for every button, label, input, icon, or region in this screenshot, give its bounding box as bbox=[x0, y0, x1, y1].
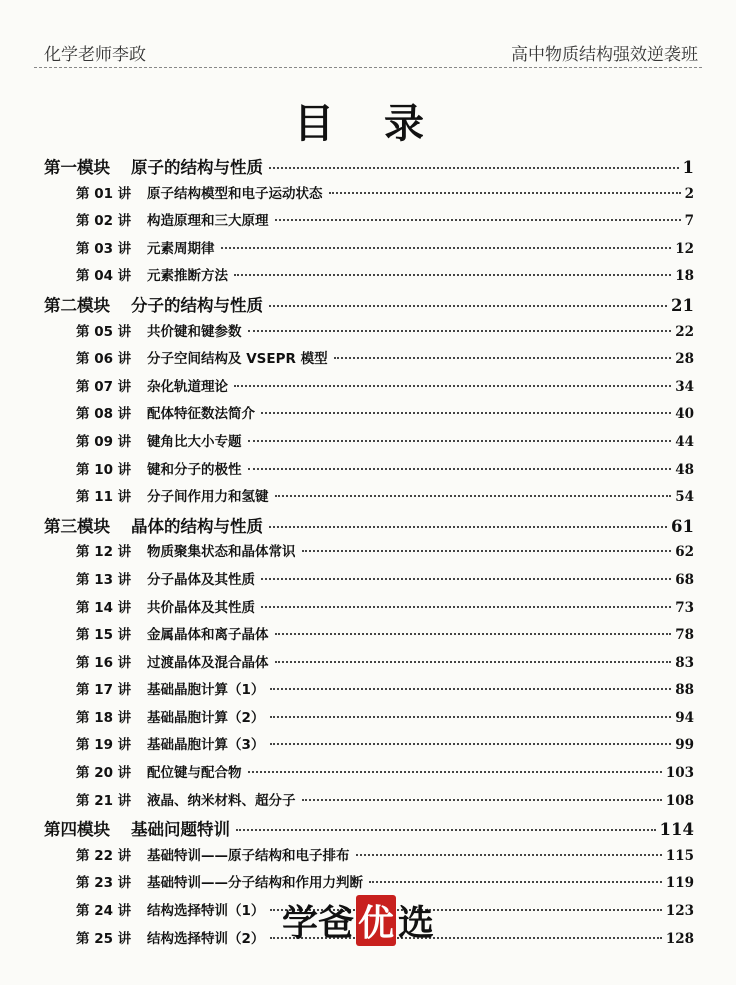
toc-number: 第 14 讲 bbox=[76, 599, 132, 616]
toc-page-number: 119 bbox=[665, 875, 694, 892]
toc-title: 过渡晶体及混合晶体 bbox=[147, 654, 269, 671]
toc-page-number: 73 bbox=[675, 599, 694, 616]
toc-title: 原子结构模型和电子运动状态 bbox=[147, 185, 323, 202]
toc-lecture-row[interactable] bbox=[44, 568, 694, 596]
toc-lecture-row[interactable] bbox=[44, 651, 694, 679]
toc-lecture-row[interactable] bbox=[44, 540, 694, 568]
toc-module-row[interactable] bbox=[44, 292, 694, 320]
toc-number: 第 24 讲 bbox=[76, 903, 132, 920]
toc-title: 杂化轨道理论 bbox=[147, 378, 228, 395]
toc-lecture-row[interactable] bbox=[44, 623, 694, 651]
toc-title: 键和分子的极性 bbox=[147, 461, 242, 478]
toc-title: 基础问题特训 bbox=[131, 820, 230, 840]
toc-title: 晶体的结构与性质 bbox=[131, 516, 263, 536]
toc-number: 第 05 讲 bbox=[76, 323, 132, 340]
toc-title: 分子晶体及其性质 bbox=[147, 571, 255, 588]
toc-lecture-row[interactable] bbox=[44, 733, 694, 761]
toc-number: 第 09 讲 bbox=[76, 433, 132, 450]
toc-page-number: 114 bbox=[659, 820, 694, 840]
toc-title: 构造原理和三大原理 bbox=[147, 213, 269, 230]
toc-leader-dots bbox=[270, 688, 671, 690]
toc-module-row[interactable] bbox=[44, 154, 694, 182]
toc-title: 元素推断方法 bbox=[147, 268, 228, 285]
toc-leader-dots bbox=[269, 305, 667, 307]
toc-number: 第 20 讲 bbox=[76, 765, 132, 782]
header-course: 高中物质结构强效逆袭班 bbox=[511, 45, 698, 65]
toc-leader-dots bbox=[269, 526, 667, 528]
toc-page-number: 44 bbox=[675, 433, 694, 450]
toc-page-number: 61 bbox=[671, 516, 694, 536]
toc-leader-dots bbox=[275, 633, 672, 635]
toc-leader-dots bbox=[329, 192, 681, 194]
toc-leader-dots bbox=[261, 412, 671, 414]
toc-number: 第 22 讲 bbox=[76, 847, 132, 864]
toc-leader-dots bbox=[369, 881, 662, 883]
toc-page-number: 83 bbox=[675, 654, 694, 671]
toc-leader-dots bbox=[275, 661, 672, 663]
toc-page-number: 12 bbox=[675, 240, 694, 257]
toc-lecture-row[interactable] bbox=[44, 844, 694, 872]
toc-lecture-row[interactable] bbox=[44, 347, 694, 375]
toc-number: 第 15 讲 bbox=[76, 627, 132, 644]
toc-leader-dots bbox=[236, 829, 656, 831]
toc-page-number: 123 bbox=[665, 903, 694, 920]
toc-page-number: 128 bbox=[665, 930, 694, 947]
toc-number: 第 16 讲 bbox=[76, 654, 132, 671]
toc-page-number: 115 bbox=[665, 847, 694, 864]
watermark-text-1: 学爸 bbox=[282, 902, 355, 944]
toc-lecture-row[interactable] bbox=[44, 182, 694, 210]
toc-page-number: 2 bbox=[684, 185, 694, 202]
watermark-badge: 优 bbox=[356, 895, 396, 946]
toc-title: 液晶、纳米材料、超分子 bbox=[147, 792, 296, 809]
toc-page-number: 54 bbox=[675, 489, 694, 506]
toc-title: 基础晶胞计算（1） bbox=[147, 682, 265, 699]
header-author: 化学老师李政 bbox=[44, 45, 146, 65]
toc-number: 第三模块 bbox=[44, 516, 110, 536]
toc-title: 金属晶体和离子晶体 bbox=[147, 627, 269, 644]
toc-title: 元素周期律 bbox=[147, 240, 215, 257]
toc-page-number: 18 bbox=[675, 268, 694, 285]
toc-leader-dots bbox=[221, 247, 672, 249]
toc-leader-dots bbox=[261, 578, 671, 580]
watermark-text-2: 选 bbox=[398, 902, 435, 944]
toc-page-number: 94 bbox=[675, 709, 694, 726]
toc-lecture-row[interactable] bbox=[44, 706, 694, 734]
toc-lecture-row[interactable] bbox=[44, 320, 694, 348]
toc-page-number: 28 bbox=[675, 351, 694, 368]
toc-title: 基础晶胞计算（3） bbox=[147, 737, 265, 754]
toc-number: 第一模块 bbox=[44, 158, 110, 177]
toc-lecture-row[interactable] bbox=[44, 237, 694, 265]
toc-number: 第 03 讲 bbox=[76, 240, 132, 257]
toc-number: 第 10 讲 bbox=[76, 461, 132, 478]
toc-title: 结构选择特训（2） bbox=[147, 930, 265, 947]
toc-leader-dots bbox=[270, 716, 671, 718]
toc-page-number: 78 bbox=[675, 627, 694, 644]
toc-number: 第 07 讲 bbox=[76, 378, 132, 395]
toc-number: 第 08 讲 bbox=[76, 406, 132, 423]
toc-number: 第 12 讲 bbox=[76, 544, 132, 561]
toc-lecture-row[interactable] bbox=[44, 678, 694, 706]
toc-lecture-row[interactable] bbox=[44, 264, 694, 292]
toc-page-number: 40 bbox=[675, 406, 694, 423]
toc-number: 第 25 讲 bbox=[76, 930, 132, 947]
toc-page-number: 99 bbox=[675, 737, 694, 754]
toc-leader-dots bbox=[270, 743, 671, 745]
toc-lecture-row[interactable] bbox=[44, 430, 694, 458]
toc-number: 第 13 讲 bbox=[76, 571, 132, 588]
toc-leader-dots bbox=[261, 606, 671, 608]
toc-module-row[interactable] bbox=[44, 513, 694, 541]
toc-number: 第 17 讲 bbox=[76, 682, 132, 699]
toc-lecture-row[interactable] bbox=[44, 209, 694, 237]
toc-page-number: 7 bbox=[684, 213, 694, 230]
toc-number: 第 02 讲 bbox=[76, 213, 132, 230]
toc-page-number: 62 bbox=[675, 544, 694, 561]
toc-page-number: 88 bbox=[675, 682, 694, 699]
toc-title: 配体特征数法简介 bbox=[147, 406, 255, 423]
toc-number: 第 06 讲 bbox=[76, 351, 132, 368]
toc-leader-dots bbox=[302, 550, 672, 552]
toc-leader-dots bbox=[248, 771, 662, 773]
toc-leader-dots bbox=[248, 330, 672, 332]
toc-number: 第 18 讲 bbox=[76, 709, 132, 726]
toc-leader-dots bbox=[248, 440, 672, 442]
toc-number: 第 01 讲 bbox=[76, 185, 132, 202]
toc-page-number: 22 bbox=[675, 323, 694, 340]
toc-title: 基础晶胞计算（2） bbox=[147, 709, 265, 726]
toc-leader-dots bbox=[234, 385, 671, 387]
toc-title: 结构选择特训（1） bbox=[147, 903, 265, 920]
toc-number: 第 19 讲 bbox=[76, 737, 132, 754]
toc-leader-dots bbox=[248, 468, 672, 470]
toc-title: 物质聚集状态和晶体常识 bbox=[147, 544, 296, 561]
toc-title: 配位键与配合物 bbox=[147, 765, 242, 782]
toc-page-number: 21 bbox=[671, 295, 694, 315]
toc-title: 原子的结构与性质 bbox=[131, 158, 263, 177]
toc-leader-dots bbox=[275, 495, 672, 497]
toc-title: 共价晶体及其性质 bbox=[147, 599, 255, 616]
toc-lecture-row[interactable] bbox=[44, 761, 694, 789]
toc-page-number: 103 bbox=[665, 765, 694, 782]
toc-page-number: 34 bbox=[675, 378, 694, 395]
toc-title: 分子空间结构及 VSEPR 模型 bbox=[147, 351, 328, 368]
toc-title: 基础特训——原子结构和电子排布 bbox=[147, 847, 350, 864]
toc-leader-dots bbox=[234, 274, 671, 276]
toc-number: 第二模块 bbox=[44, 295, 110, 315]
toc-title: 键角比大小专题 bbox=[147, 433, 242, 450]
toc-title: 分子的结构与性质 bbox=[131, 295, 263, 315]
toc-leader-dots bbox=[334, 357, 672, 359]
toc-leader-dots bbox=[302, 799, 662, 801]
header-divider bbox=[34, 67, 702, 68]
toc-lecture-row[interactable] bbox=[44, 375, 694, 403]
toc-page-number: 108 bbox=[665, 792, 694, 809]
toc-leader-dots bbox=[269, 167, 679, 169]
toc-number: 第 11 讲 bbox=[76, 489, 132, 506]
toc-module-row[interactable] bbox=[44, 816, 694, 844]
toc-number: 第四模块 bbox=[44, 820, 110, 840]
toc-number: 第 04 讲 bbox=[76, 268, 132, 285]
toc-lecture-row[interactable] bbox=[44, 458, 694, 486]
toc-page-number: 1 bbox=[682, 158, 694, 177]
table-of-contents bbox=[44, 154, 694, 954]
toc-lecture-row[interactable] bbox=[44, 596, 694, 624]
page-title: 目 录 bbox=[294, 101, 442, 147]
toc-leader-dots bbox=[356, 854, 662, 856]
toc-lecture-row[interactable] bbox=[44, 789, 694, 817]
toc-number: 第 21 讲 bbox=[76, 792, 132, 809]
toc-lecture-row[interactable] bbox=[44, 485, 694, 513]
toc-leader-dots bbox=[275, 219, 681, 221]
toc-title: 分子间作用力和氢键 bbox=[147, 489, 269, 506]
toc-title: 基础特训——分子结构和作用力判断 bbox=[147, 875, 363, 892]
toc-title: 共价键和键参数 bbox=[147, 323, 242, 340]
page-header bbox=[34, 36, 702, 68]
watermark-logo bbox=[282, 898, 434, 942]
toc-lecture-row[interactable] bbox=[44, 402, 694, 430]
toc-page-number: 48 bbox=[675, 461, 694, 478]
toc-number: 第 23 讲 bbox=[76, 875, 132, 892]
toc-page-number: 68 bbox=[675, 571, 694, 588]
